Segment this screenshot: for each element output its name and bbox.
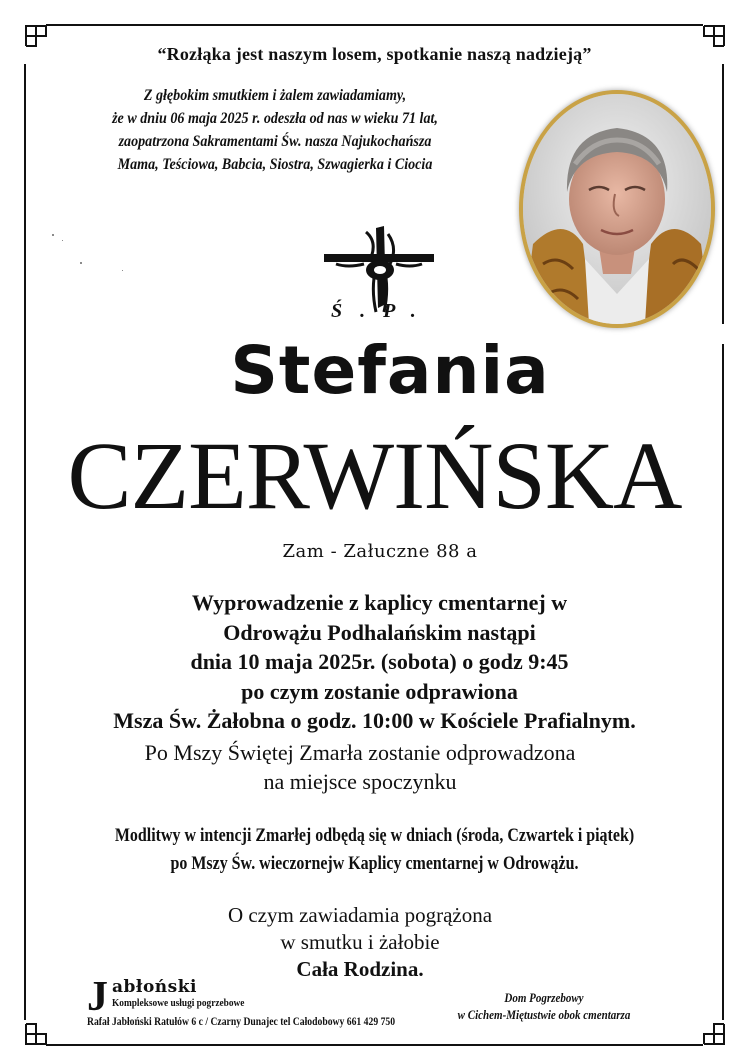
intro-line: zaopatrzona Sakramentami Św. nasza Najukochańsza xyxy=(118,133,432,150)
company-logo-initial: J xyxy=(87,974,108,1020)
funeral-line: Odrowążu Podhalańskim nastąpi xyxy=(223,619,536,645)
burial-line: Po Mszy Świętej Zmarła zostanie odprowadzona xyxy=(144,740,576,765)
sp-abbreviation: Ś.P. xyxy=(331,300,434,322)
deceased-surname: CZERWIŃSKA xyxy=(67,422,682,529)
memorial-quote: “Rozłąka jest naszym losem, spotkanie naszą nadzieją” xyxy=(157,44,592,64)
announcement-intro xyxy=(68,84,482,176)
burial-note xyxy=(0,738,720,796)
speck xyxy=(80,262,82,264)
speck xyxy=(62,240,63,241)
deceased-portrait xyxy=(519,90,715,328)
intro-line: Z głębokim smutkiem i żalem zawiadamiamy, xyxy=(143,87,407,104)
funeral-line: dnia 10 maja 2025r. (sobota) o godz 9:45 xyxy=(190,649,569,674)
funeral-line: Msza Św. Żałobna o godz. 10:00 w Kościele Prafialnym. xyxy=(113,708,636,733)
funeral-home-line: Dom Pogrzebowy xyxy=(504,991,584,1005)
portrait-image xyxy=(523,94,711,324)
prayer-line: po Mszy Św. wieczornejw Kaplicy cmentarnej w Odrowążu. xyxy=(170,853,579,874)
prayer-line: Modlitwy w intencji Zmarłej odbędą się w dniach (środa, Czwartek i piątek) xyxy=(114,825,635,846)
funeral-home-line: w Cichem-Miętustwie obok cmentarza xyxy=(457,1008,631,1022)
closing-message xyxy=(0,902,720,983)
intro-line: że w dniu 06 maja 2025 r. odeszła od nas w wieku 71 lat, xyxy=(112,110,438,127)
closing-line: w smutku i żałobie xyxy=(280,930,440,954)
company-subtitle: Kompleksowe usługi pogrzebowe xyxy=(112,997,245,1009)
residence-address: Zam - Załuczne 88 a xyxy=(282,541,478,562)
funeral-home-info xyxy=(456,990,632,1024)
company-logo-name: abłoński xyxy=(112,977,197,997)
company-address: Rafał Jabłoński Ratułów 6 c / Czarny Dunajec tel Całodobowy 661 429 750 xyxy=(87,1016,396,1028)
funeral-line: po czym zostanie odprawiona xyxy=(241,678,518,704)
prayer-schedule xyxy=(60,822,689,878)
burial-line: na miejsce spoczynku xyxy=(263,769,457,794)
deceased-given-name: Stefania xyxy=(230,332,550,409)
intro-line: Mama, Teściowa, Babcia, Siostra, Szwagierka i Ciocia xyxy=(117,156,433,173)
speck xyxy=(122,270,123,271)
closing-signature: Cała Rodzina. xyxy=(296,957,424,981)
corner-ornament-bottom-right xyxy=(686,1006,736,1056)
funeral-line: Wyprowadzenie z kaplicy cmentarnej w xyxy=(191,590,568,615)
funeral-details xyxy=(0,588,749,736)
corner-ornament-bottom-left xyxy=(14,1006,64,1056)
closing-line: O czym zawiadamia pogrążona xyxy=(227,903,493,927)
speck xyxy=(52,234,54,236)
